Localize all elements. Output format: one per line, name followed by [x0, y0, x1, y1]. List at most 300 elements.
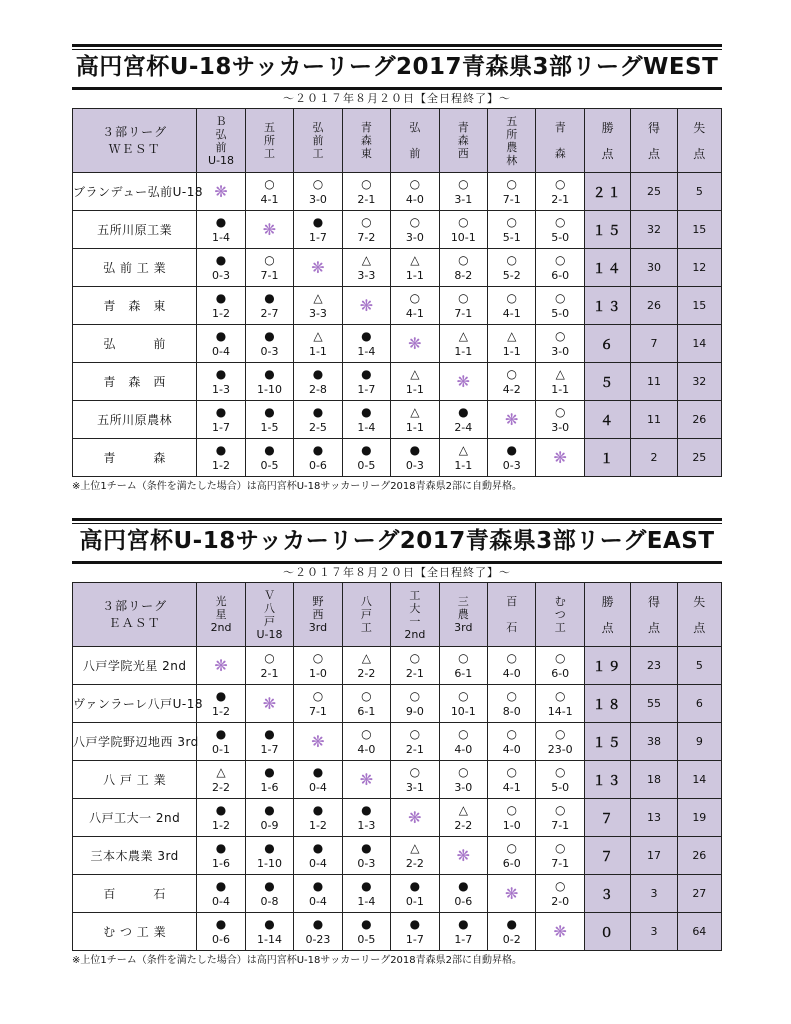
goals-against-value: 19: [677, 799, 721, 837]
match-score: 1-4: [212, 230, 231, 244]
goals-for-value: 17: [631, 837, 677, 875]
east-title-box: [72, 518, 722, 564]
match-score: 1-0: [308, 666, 327, 680]
team-name: ブランデュー弘前U-18: [73, 173, 197, 211]
match-score: 2-4: [454, 420, 473, 434]
self-match-cell: [391, 325, 439, 363]
match-result-cell: [488, 837, 536, 875]
match-result-cell: [245, 723, 293, 761]
match-result-cell: [391, 401, 439, 439]
flower-icon: ❋: [262, 694, 277, 713]
result-mark: ●: [264, 802, 275, 817]
column-header-char: 青: [360, 121, 372, 134]
result-mark: ○: [409, 214, 421, 229]
result-mark: ●: [312, 764, 324, 779]
goals-against-value: 6: [677, 685, 721, 723]
result-mark: ●: [361, 802, 372, 817]
match-score: 2-0: [551, 894, 570, 908]
match-score: 5-0: [551, 306, 570, 320]
match-result-cell: [197, 913, 245, 951]
result-mark: △: [313, 290, 323, 305]
stat-header-char: 得: [647, 120, 660, 135]
match-result-cell: [439, 401, 487, 439]
column-header-char: む: [554, 595, 566, 608]
column-header-char: 星: [215, 608, 227, 621]
match-result-cell: [197, 875, 245, 913]
match-score: 1-7: [212, 420, 231, 434]
match-result-cell: [245, 439, 293, 477]
east-column-header: [536, 583, 584, 647]
match-result-cell: [197, 439, 245, 477]
match-score: 2-1: [405, 742, 424, 756]
flower-icon: ❋: [408, 334, 422, 353]
match-score: 1-4: [357, 420, 376, 434]
match-score: 4-1: [502, 780, 521, 794]
result-mark: ●: [215, 328, 227, 343]
goals-for-value: 3: [631, 913, 677, 951]
column-header-char: [391, 134, 438, 147]
result-mark: ●: [312, 442, 324, 457]
match-score: 5-1: [502, 230, 521, 244]
match-result-cell: [342, 363, 390, 401]
table-row: [73, 363, 722, 401]
match-score: 1-4: [357, 894, 376, 908]
team-name: 三本木農業 3rd: [73, 837, 197, 875]
column-header-char: 三: [457, 595, 469, 608]
match-score: 1-2: [212, 458, 231, 472]
goals-against-value: 27: [677, 875, 721, 913]
column-header-char: 八: [360, 595, 372, 608]
east-standings-table: [72, 582, 722, 951]
match-result-cell: [439, 325, 487, 363]
match-score: 23-0: [547, 742, 573, 756]
column-header-char: 百: [506, 595, 518, 608]
match-result-cell: [488, 799, 536, 837]
match-score: 7-2: [357, 230, 376, 244]
match-score: 2-2: [405, 856, 424, 870]
match-result-cell: [342, 837, 390, 875]
west-column-header: [391, 109, 439, 173]
result-mark: ○: [506, 650, 517, 665]
result-mark: ○: [458, 290, 469, 305]
match-score: 0-4: [308, 780, 327, 794]
goals-against-value: 15: [677, 287, 721, 325]
west-title: 高円宮杯U-18サッカーリーグ2017青森県3部リーグWEST: [75, 54, 719, 80]
match-score: 7-1: [308, 704, 327, 718]
flower-icon: ❋: [359, 296, 374, 315]
goals-against-value: 32: [677, 363, 721, 401]
result-mark: ●: [361, 404, 372, 419]
points-value: １９: [584, 647, 630, 685]
column-header-char: 農: [457, 608, 469, 621]
match-result-cell: [342, 325, 390, 363]
result-mark: ○: [409, 688, 421, 703]
match-score: 4-1: [260, 192, 279, 206]
table-row: [73, 439, 722, 477]
table-row: [73, 211, 722, 249]
result-mark: ○: [506, 176, 517, 191]
match-result-cell: [197, 799, 245, 837]
goals-against-value: 26: [677, 401, 721, 439]
match-result-cell: [391, 287, 439, 325]
match-score: 6-0: [502, 856, 521, 870]
column-header-char: 西: [457, 147, 469, 160]
stat-header-char: 点: [647, 146, 660, 161]
result-mark: △: [410, 366, 420, 381]
result-mark: ●: [215, 404, 227, 419]
match-result-cell: [342, 211, 390, 249]
match-score: 9-0: [405, 704, 424, 718]
flower-icon: ❋: [214, 656, 228, 675]
team-name: 八戸工大一 2nd: [73, 799, 197, 837]
result-mark: ●: [361, 840, 372, 855]
result-mark: ○: [554, 802, 566, 817]
column-header-char: 前: [409, 147, 421, 160]
west-league-section: [72, 44, 722, 494]
match-result-cell: [294, 875, 342, 913]
column-header-char: 工: [360, 621, 372, 634]
column-header-char: Ｖ: [263, 588, 275, 602]
result-mark: ●: [458, 878, 469, 893]
column-header-char: 青: [457, 121, 469, 134]
column-header-char: 所: [506, 127, 518, 141]
goals-against-value: 25: [677, 439, 721, 477]
match-result-cell: [197, 287, 245, 325]
match-result-cell: [488, 173, 536, 211]
east-goals-for-header: [631, 583, 677, 647]
match-score: 2-7: [260, 306, 279, 320]
match-score: 2-1: [357, 192, 376, 206]
match-result-cell: [439, 249, 487, 287]
west-column-header: [245, 109, 293, 173]
result-mark: ●: [215, 878, 227, 893]
flower-icon: ❋: [505, 884, 519, 903]
east-corner-header: [73, 583, 197, 647]
column-header-char: 3rd: [454, 621, 473, 634]
result-mark: ○: [554, 404, 566, 419]
match-score: 0-5: [357, 932, 376, 946]
result-mark: ●: [264, 840, 275, 855]
self-match-cell: [391, 799, 439, 837]
column-header-char: 西: [312, 608, 324, 621]
result-mark: ○: [264, 650, 275, 665]
match-result-cell: [536, 287, 584, 325]
match-result-cell: [488, 325, 536, 363]
team-name: ヴァンラーレ八戸U-18: [73, 685, 197, 723]
match-score: 1-7: [405, 932, 424, 946]
match-score: 4-2: [502, 382, 521, 396]
result-mark: △: [507, 328, 517, 343]
match-result-cell: [488, 685, 536, 723]
goals-for-value: 3: [631, 875, 677, 913]
points-value: １４: [584, 249, 630, 287]
match-result-cell: [439, 913, 487, 951]
match-score: 4-0: [357, 742, 376, 756]
match-result-cell: [391, 913, 439, 951]
column-header-char: [488, 608, 535, 621]
east-column-header: [439, 583, 487, 647]
result-mark: △: [361, 252, 372, 267]
result-mark: ●: [215, 442, 227, 457]
result-mark: ●: [361, 328, 372, 343]
result-mark: ●: [215, 214, 227, 229]
match-score: 4-0: [454, 742, 473, 756]
match-result-cell: [342, 875, 390, 913]
match-score: 6-1: [357, 704, 376, 718]
match-score: 0-23: [305, 932, 331, 946]
match-result-cell: [536, 685, 584, 723]
match-result-cell: [536, 875, 584, 913]
self-match-cell: [536, 913, 584, 951]
west-goals-for-header: [631, 109, 677, 173]
self-match-cell: [245, 685, 293, 723]
match-score: 1-1: [405, 382, 424, 396]
result-mark: ○: [506, 688, 517, 703]
east-column-header: [342, 583, 390, 647]
points-value: ２１: [584, 173, 630, 211]
result-mark: △: [313, 328, 323, 343]
result-mark: ●: [215, 366, 227, 381]
match-score: 0-5: [260, 458, 279, 472]
flower-icon: ❋: [456, 846, 470, 865]
match-score: 1-7: [454, 932, 473, 946]
match-score: 3-0: [405, 230, 424, 244]
goals-against-value: 5: [677, 647, 721, 685]
self-match-cell: [439, 837, 487, 875]
result-mark: ○: [264, 176, 275, 191]
match-score: 1-2: [212, 704, 231, 718]
result-mark: ●: [264, 328, 275, 343]
match-score: 2-1: [260, 666, 279, 680]
points-value: ６: [584, 325, 630, 363]
column-header-char: 戸: [360, 608, 372, 621]
table-row: [73, 287, 722, 325]
result-mark: ○: [554, 878, 566, 893]
column-header-char: 森: [360, 134, 372, 147]
west-title-box: [72, 44, 722, 90]
match-score: 0-3: [502, 458, 521, 472]
match-result-cell: [245, 837, 293, 875]
result-mark: ○: [409, 764, 421, 779]
match-result-cell: [197, 325, 245, 363]
result-mark: ●: [264, 290, 275, 305]
match-result-cell: [536, 325, 584, 363]
goals-for-value: 38: [631, 723, 677, 761]
corner-label: ＷＥＳＴ: [108, 141, 161, 156]
match-score: 1-1: [502, 344, 521, 358]
match-score: 0-9: [260, 818, 279, 832]
match-result-cell: [245, 761, 293, 799]
column-header-char: 東: [360, 147, 372, 160]
match-result-cell: [294, 211, 342, 249]
match-score: 1-6: [260, 780, 279, 794]
stat-header-char: 失: [693, 594, 706, 609]
match-result-cell: [245, 913, 293, 951]
east-header-row: [73, 583, 722, 647]
result-mark: ○: [361, 176, 372, 191]
goals-for-value: 30: [631, 249, 677, 287]
result-mark: ○: [506, 764, 517, 779]
match-score: 5-0: [551, 230, 570, 244]
match-score: 0-8: [260, 894, 279, 908]
match-score: 1-14: [257, 932, 282, 946]
match-score: 1-0: [502, 818, 521, 832]
match-result-cell: [294, 363, 342, 401]
match-result-cell: [536, 837, 584, 875]
self-match-cell: [488, 401, 536, 439]
goals-against-value: 26: [677, 837, 721, 875]
match-score: 10-1: [450, 230, 476, 244]
match-result-cell: [439, 761, 487, 799]
match-score: 1-1: [308, 344, 327, 358]
column-header-char: 五: [506, 114, 518, 128]
match-result-cell: [391, 647, 439, 685]
result-mark: △: [216, 764, 226, 779]
match-score: 1-1: [454, 344, 473, 358]
match-result-cell: [245, 875, 293, 913]
table-row: [73, 837, 722, 875]
match-result-cell: [197, 685, 245, 723]
match-score: 3-1: [454, 192, 473, 206]
east-goals-against-header: [677, 583, 721, 647]
match-result-cell: [439, 173, 487, 211]
result-mark: ●: [215, 726, 227, 741]
west-points-header: [584, 109, 630, 173]
result-mark: ○: [554, 252, 566, 267]
result-mark: ●: [215, 916, 227, 931]
flower-icon: ❋: [505, 410, 519, 429]
corner-label: ＥＡＳＴ: [108, 615, 161, 630]
result-mark: ○: [554, 764, 566, 779]
west-column-header: [342, 109, 390, 173]
match-result-cell: [488, 211, 536, 249]
result-mark: △: [458, 802, 468, 817]
table-row: [73, 401, 722, 439]
column-header-char: 3rd: [308, 621, 328, 634]
table-row: [73, 723, 722, 761]
match-score: 1-1: [551, 382, 570, 396]
result-mark: ●: [312, 840, 324, 855]
match-result-cell: [391, 685, 439, 723]
result-mark: ○: [458, 176, 469, 191]
result-mark: ●: [312, 214, 324, 229]
team-name: む つ 工 業: [73, 913, 197, 951]
goals-for-value: 2: [631, 439, 677, 477]
match-score: 3-0: [454, 780, 473, 794]
match-score: 2-1: [551, 192, 570, 206]
match-score: 0-3: [357, 856, 376, 870]
self-match-cell: [536, 439, 584, 477]
match-result-cell: [391, 439, 439, 477]
match-result-cell: [294, 647, 342, 685]
match-score: 6-0: [551, 268, 570, 282]
self-match-cell: [294, 723, 342, 761]
goals-against-value: 15: [677, 211, 721, 249]
result-mark: ○: [554, 214, 566, 229]
match-score: 2-2: [212, 780, 231, 794]
goals-against-value: 14: [677, 761, 721, 799]
points-value: ７: [584, 837, 630, 875]
points-value: ３: [584, 875, 630, 913]
column-header-char: 林: [506, 153, 518, 167]
result-mark: ●: [361, 878, 372, 893]
match-score: 1-10: [257, 856, 282, 870]
column-header-char: 野: [312, 595, 324, 608]
match-result-cell: [245, 249, 293, 287]
match-score: 0-4: [212, 894, 231, 908]
goals-against-value: 14: [677, 325, 721, 363]
match-score: 3-1: [405, 780, 424, 794]
result-mark: ○: [506, 802, 517, 817]
team-name: 五所川原工業: [73, 211, 197, 249]
match-score: 4-0: [405, 192, 424, 206]
team-name: 八戸学院光星 2nd: [73, 647, 197, 685]
goals-for-value: 7: [631, 325, 677, 363]
result-mark: ●: [458, 916, 469, 931]
match-score: 0-3: [260, 344, 279, 358]
result-mark: ●: [409, 878, 421, 893]
points-value: ０: [584, 913, 630, 951]
column-header-char: 所: [263, 134, 275, 147]
west-column-header: [294, 109, 342, 173]
match-score: 6-1: [454, 666, 473, 680]
match-result-cell: [391, 249, 439, 287]
match-score: 1-3: [357, 818, 376, 832]
match-result-cell: [488, 439, 536, 477]
match-score: 1-5: [260, 420, 279, 434]
result-mark: ○: [361, 214, 372, 229]
result-mark: ○: [458, 650, 469, 665]
stat-header-char: 得: [647, 594, 660, 609]
result-mark: ●: [264, 764, 275, 779]
column-header-char: 一: [409, 614, 421, 628]
result-mark: ●: [264, 916, 275, 931]
result-mark: ●: [458, 404, 469, 419]
self-match-cell: [197, 647, 245, 685]
match-score: 0-4: [212, 344, 231, 358]
column-header-char: 青: [554, 121, 566, 134]
match-score: 8-0: [502, 704, 521, 718]
goals-for-value: 26: [631, 287, 677, 325]
column-header-char: 工: [263, 147, 275, 160]
match-result-cell: [488, 913, 536, 951]
match-score: 14-1: [547, 704, 573, 718]
match-result-cell: [342, 913, 390, 951]
match-score: 8-2: [454, 268, 473, 282]
points-value: ４: [584, 401, 630, 439]
flower-icon: ❋: [214, 182, 228, 201]
east-column-header: [197, 583, 245, 647]
result-mark: ○: [506, 726, 517, 741]
stat-header-char: 点: [693, 620, 706, 635]
match-result-cell: [488, 249, 536, 287]
result-mark: ○: [312, 688, 324, 703]
match-result-cell: [197, 211, 245, 249]
result-mark: ○: [554, 176, 566, 191]
match-score: 1-1: [405, 420, 424, 434]
result-mark: ●: [312, 366, 324, 381]
result-mark: ○: [409, 650, 421, 665]
match-score: 3-3: [357, 268, 376, 282]
match-result-cell: [197, 761, 245, 799]
match-score: 0-1: [405, 894, 424, 908]
match-result-cell: [294, 401, 342, 439]
goals-for-value: 32: [631, 211, 677, 249]
result-mark: ●: [361, 366, 372, 381]
match-score: 6-0: [551, 666, 570, 680]
match-score: 1-7: [260, 742, 279, 756]
east-column-header: [245, 583, 293, 647]
